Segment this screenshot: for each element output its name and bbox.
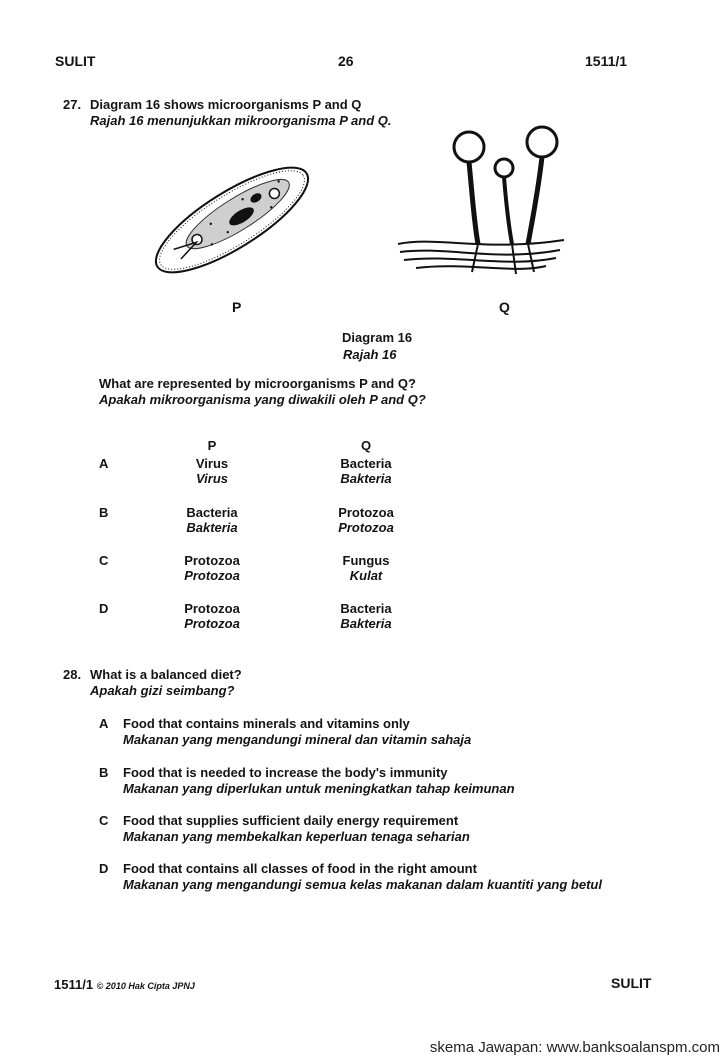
q28-option-c-ms: Makanan yang membekalkan keperluan tenaga seharian (123, 829, 470, 844)
q27-question-ms: Apakah mikroorganisma yang diwakili oleh P and Q? (99, 392, 426, 407)
q27-option-a-letter[interactable]: A (99, 456, 109, 471)
label-q: Q (499, 299, 510, 315)
q28-stem-ms: Apakah gizi seimbang? (90, 683, 235, 698)
q27-option-b-q-ms: Protozoa (338, 520, 394, 535)
q27-stem-ms: Rajah 16 menunjukkan mikroorganisma P and Q. (90, 113, 392, 128)
q27-option-b-p-en: Bacteria (186, 505, 238, 520)
footer-sulit: SULIT (611, 975, 652, 991)
q28-option-b-letter[interactable]: B (99, 765, 109, 780)
q27-option-c-q (306, 553, 426, 583)
header-sulit: SULIT (55, 53, 96, 69)
q28-option-b-en: Food that is needed to increase the body's immunity (123, 765, 448, 780)
microorganism-q-illustration (396, 122, 566, 290)
col-header-q: Q (360, 438, 372, 453)
q28-option-a-en: Food that contains minerals and vitamins only (123, 716, 410, 731)
q27-option-a-q (306, 456, 426, 486)
q28-option-c-letter[interactable]: C (99, 813, 109, 828)
q27-option-d-p-en: Protozoa (184, 601, 240, 616)
q27-option-c-p-ms: Protozoa (184, 568, 240, 583)
footer-copyright: © 2010 Hak Cipta JPNJ (96, 981, 195, 991)
q27-option-c-letter[interactable]: C (99, 553, 109, 568)
col-header-p: P (207, 438, 217, 453)
q27-option-b-p (152, 505, 272, 535)
q28-option-a-letter[interactable]: A (99, 716, 109, 731)
q27-option-d-q (306, 601, 426, 631)
q27-option-a-p-ms: Virus (195, 471, 229, 486)
q28-number: 28. (63, 667, 82, 682)
q27-option-c-q-ms: Kulat (349, 568, 383, 583)
footer-code (54, 977, 195, 992)
q27-number: 27. (63, 97, 82, 112)
q27-option-b-q-en: Protozoa (338, 505, 394, 520)
diagram-caption-en: Diagram 16 (342, 330, 413, 345)
q27-stem-en: Diagram 16 shows microorganisms P and Q (90, 97, 362, 112)
watermark-caption: skema Jawapan: www.banksoalanspm.com (365, 1034, 728, 1061)
header-paper-code: 1511/1 (585, 53, 628, 69)
microorganism-p-illustration (132, 150, 332, 290)
q28-option-b-ms: Makanan yang diperlukan untuk meningkatkan tahap keimunan (123, 781, 515, 796)
q28-option-a-ms: Makanan yang mengandungi mineral dan vitamin sahaja (123, 732, 472, 747)
q28-option-d-ms: Makanan yang mengandungi semua kelas makanan dalam kuantiti yang betul (123, 877, 602, 892)
q28-option-d-letter[interactable]: D (99, 861, 109, 876)
q27-option-c-p (152, 553, 272, 583)
q28-option-d-en: Food that contains all classes of food in the right amount (123, 861, 477, 876)
q27-option-d-p (152, 601, 272, 631)
q27-option-b-letter[interactable]: B (99, 505, 109, 520)
q27-option-d-letter[interactable]: D (99, 601, 109, 616)
label-p: P (232, 299, 242, 315)
diagram-caption-ms: Rajah 16 (343, 347, 397, 362)
q27-option-a-q-ms: Bakteria (340, 471, 392, 486)
q27-option-a-p (152, 456, 272, 486)
footer-paper-code: 1511/1 (54, 977, 94, 992)
q28-stem-en: What is a balanced diet? (90, 667, 242, 682)
q27-option-a-q-en: Bacteria (340, 456, 392, 471)
q27-option-d-q-ms: Bakteria (340, 616, 392, 631)
header-page-number: 26 (338, 53, 354, 69)
q27-option-d-p-ms: Protozoa (184, 616, 240, 631)
q27-option-c-q-en: Fungus (342, 553, 390, 568)
q27-option-b-p-ms: Bakteria (186, 520, 238, 535)
q28-option-c-en: Food that supplies sufficient daily energy requirement (123, 813, 459, 828)
q27-option-c-p-en: Protozoa (184, 553, 240, 568)
q27-option-b-q (306, 505, 426, 535)
q27-option-d-q-en: Bacteria (340, 601, 392, 616)
q27-option-a-p-en: Virus (195, 456, 229, 471)
q27-question-en: What are represented by microorganisms P and Q? (99, 376, 416, 391)
